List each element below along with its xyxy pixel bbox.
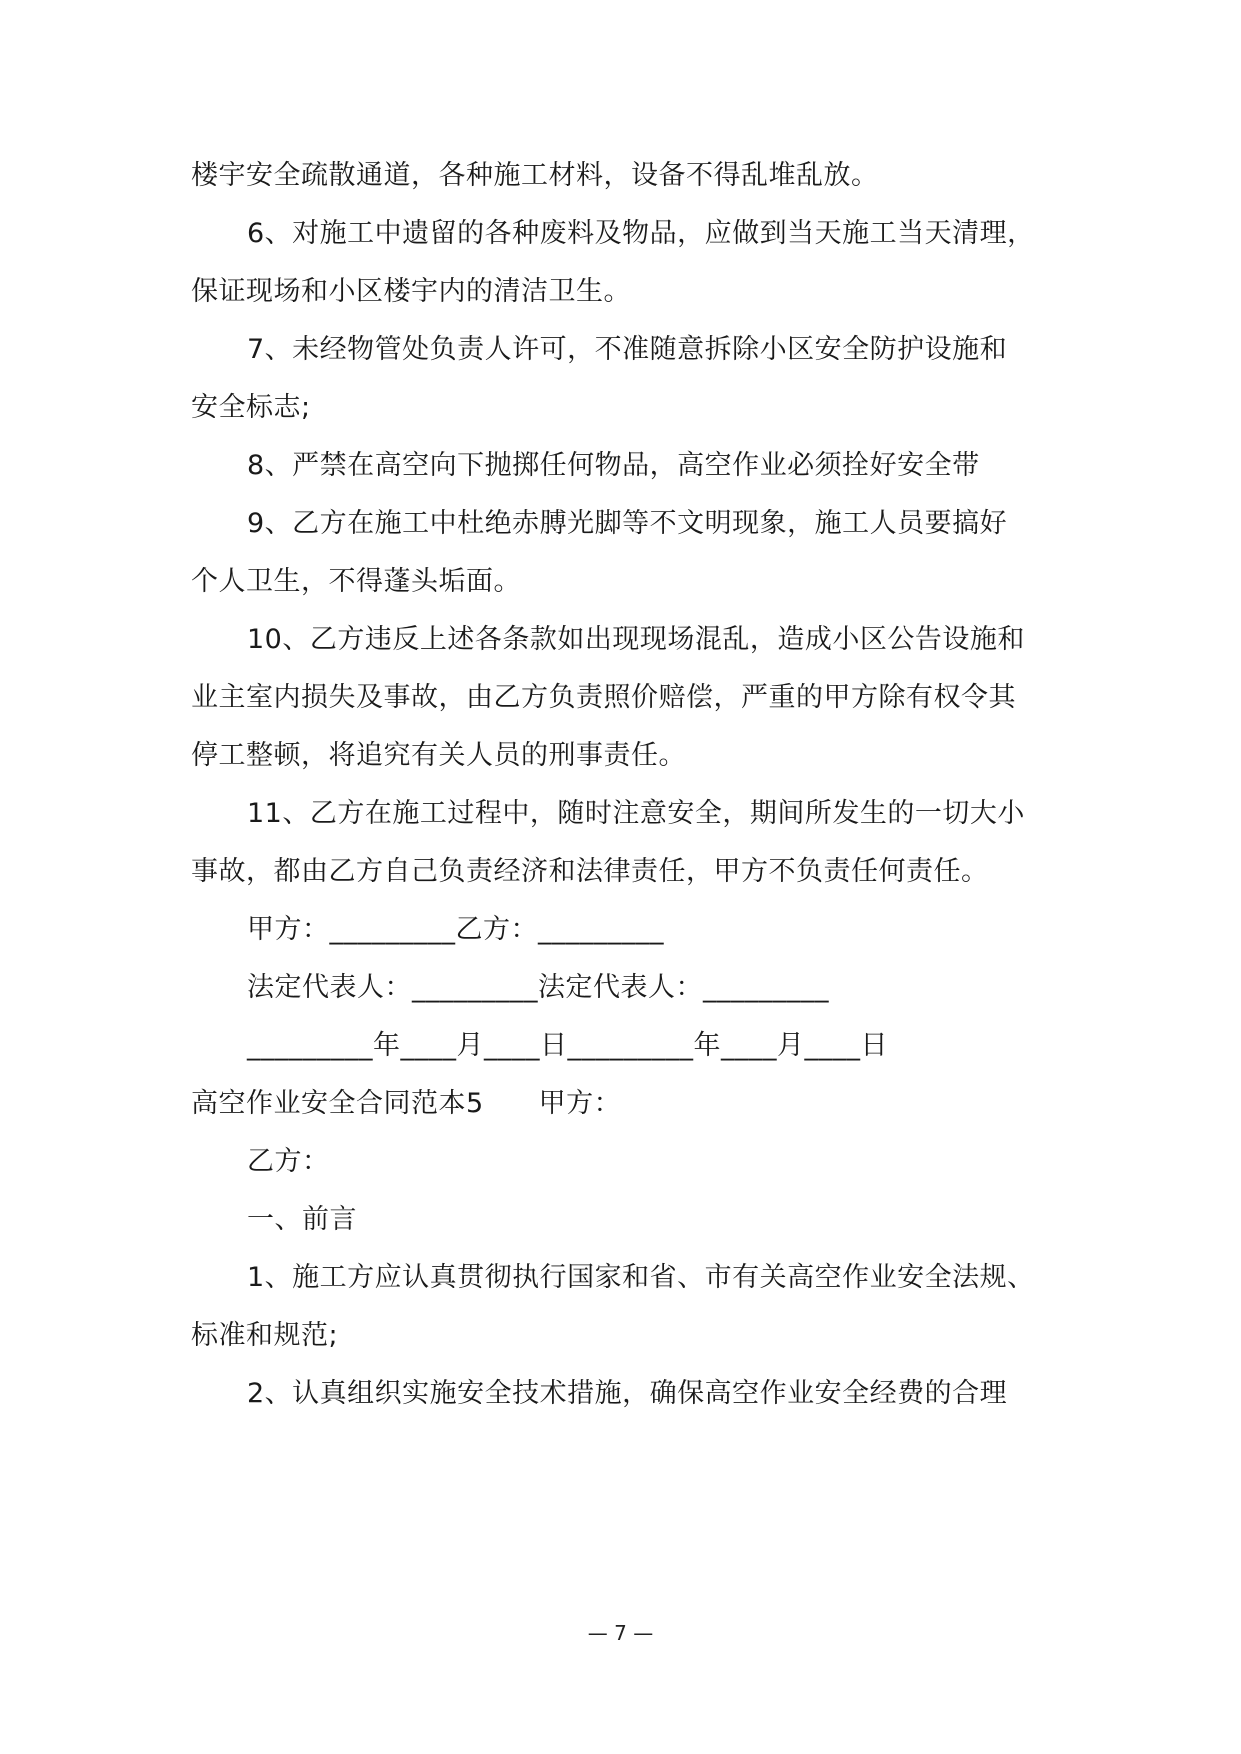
legal-representative-line: 法定代表人：_________法定代表人：_________ [247,972,829,1003]
preface-item-2: 2、认真组织实施安全技术措施，确保高空作业安全经费的合理 [247,1378,1008,1409]
party-b-line: 乙方： [247,1146,330,1177]
date-line: _________年____月____日_________年____月____日 [247,1030,888,1061]
clause-6: 6、对施工中遗留的各种废料及物品，应做到当天施工当天清理， [247,218,1035,249]
clause-7: 7、未经物管处负责人许可，不准随意拆除小区安全防护设施和 [247,334,1008,365]
text-line: 个人卫生，不得蓬头垢面。 [191,566,521,597]
preface-item-1: 1、施工方应认真贯彻执行国家和省、市有关高空作业安全法规、 [247,1262,1035,1293]
preface-heading: 一、前言 [247,1204,357,1235]
text-line: 标准和规范; [191,1320,339,1351]
clause-8: 8、严禁在高空向下抛掷任何物品，高空作业必须拴好安全带 [247,450,980,481]
text-line: 事故，都由乙方自己负责经济和法律责任，甲方不负责任何责任。 [191,856,989,887]
clause-9: 9、乙方在施工中杜绝赤膊光脚等不文明现象，施工人员要搞好 [247,508,1008,539]
section-heading: 高空作业安全合同范本5 甲方： [191,1088,622,1119]
text-line: 楼宇安全疏散通道，各种施工材料，设备不得乱堆乱放。 [191,160,879,191]
text-line: 安全标志; [191,392,311,423]
text-line: 业主室内损失及事故，由乙方负责照价赔偿，严重的甲方除有权令其 [191,682,1016,713]
page-number: — 7 — [587,1621,654,1645]
clause-10: 10、乙方违反上述各条款如出现现场混乱，造成小区公告设施和 [247,624,1025,655]
text-line: 保证现场和小区楼宇内的清洁卫生。 [191,276,631,307]
clause-11: 11、乙方在施工过程中，随时注意安全，期间所发生的一切大小 [247,798,1025,829]
party-signature-line: 甲方：_________乙方：_________ [247,914,664,945]
text-line: 停工整顿，将追究有关人员的刑事责任。 [191,740,686,771]
